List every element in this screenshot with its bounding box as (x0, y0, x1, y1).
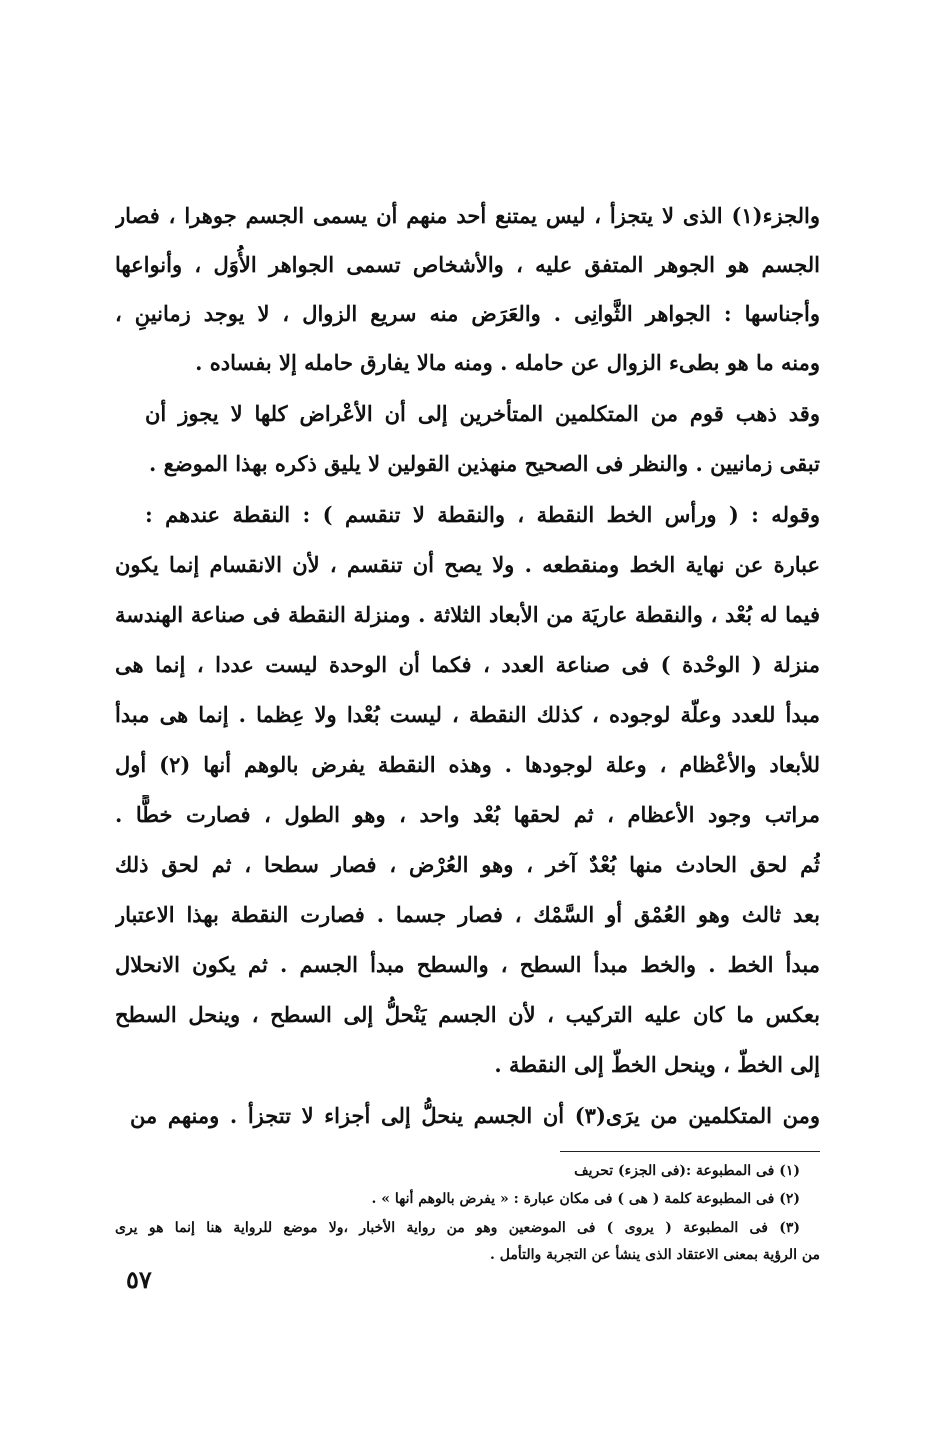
text-line: الجسم هو الجوهر المتفق عليه ، والأشخاص تسمى الجواهر الأُوَل ، وأنواعها (115, 252, 820, 277)
text-line: وقوله : ( ورأس الخط النقطة ، والنقطة لا تنقسم ) : النقطة عندهم : (145, 502, 820, 527)
text-line: وأجناسها : الجواهر الثَّوانِى . والعَرَض منه سريع الزوال ، لا يوجد زمانينِ ، (115, 301, 820, 326)
text-line: والجزء(١) الذى لا يتجزأ ، ليس يمتنع أحد منهم أن يسمى الجسم جوهرا ، فصار (115, 203, 820, 228)
footnote-2: (٢) فى المطبوعة كلمة ( هى ) فى مكان عبارة : « يفرض بالوهم أنها » . (371, 1191, 800, 1207)
text-line: إلى الخطّ ، وينحل الخطّ إلى النقطة . (494, 1052, 820, 1077)
text-line: ثُم لحق الحادث منها بُعْدٌ آخر ، وهو العُرْض ، فصار سطحا ، ثم لحق ذلك (115, 852, 820, 877)
text-line: منزلة ( الوحْدة ) فى صناعة العدد ، فكما أن الوحدة ليست عددا ، إنما هى (115, 652, 820, 677)
footnote-3: (٣) فى المطبوعة ( يروى ) فى الموضعين وهو من رواية الأخبار ،ولا موضع للرواية هنا إنما هو يرى (115, 1220, 800, 1236)
text-line: تبقى زمانيين . والنظر فى الصحيح منهذين القولين لا يليق ذكره بهذا الموضع . (149, 451, 820, 476)
text-line: بعد ثالث وهو العُمْق أو السَّمْك ، فصار جسما . فصارت النقطة بهذا الاعتبار (115, 902, 820, 927)
text-line: بعكس ما كان عليه التركيب ، لأن الجسم يَنْحلُّ إلى السطح ، وينحل السطح (115, 1002, 820, 1027)
page-number: ٥٧ (126, 1265, 152, 1294)
footnote-3-continuation: من الرؤية بمعنى الاعتقاد الذى ينشأ عن التجربة والتأمل . (489, 1247, 820, 1263)
footnote-divider (560, 1151, 820, 1152)
text-line: عبارة عن نهاية الخط ومنقطعه . ولا يصح أن تنقسم ، لأن الانقسام إنما يكون (115, 552, 820, 577)
footnote-1: (١) فى المطبوعة :(فى الجزء) تحريف (574, 1163, 800, 1179)
text-line: للأبعاد والأعْظام ، وعلة لوجودها . وهذه النقطة يفرض بالوهم أنها (٢) أول (115, 752, 820, 777)
text-line: مبدأ للعدد وعلّة لوجوده ، كذلك النقطة ، ليست بُعْدا ولا عِظما . إنما هى مبدأ (115, 702, 820, 727)
text-line: مبدأ الخط . والخط مبدأ السطح ، والسطح مبدأ الجسم . ثم يكون الانحلال (115, 952, 820, 977)
text-line: ومنه ما هو بطىء الزوال عن حامله . ومنه مالا يفارق حامله إلا بفساده . (195, 350, 820, 375)
text-line: فيما له بُعْد ، والنقطة عاريَة من الأبعاد الثلاثة . ومنزلة النقطة فى صناعة الهندسة (115, 602, 820, 627)
text-line: وقد ذهب قوم من المتكلمين المتأخرين إلى أن الأعْراض كلها لا يجوز أن (145, 401, 820, 426)
text-line: ومن المتكلمين من يرَى(٣) أن الجسم ينحلُّ إلى أجزاء لا تتجزأ . ومنهم من (130, 1103, 820, 1128)
text-line: مراتب وجود الأعظام ، ثم لحقها بُعْد واحد ، وهو الطول ، فصارت خطًّا . (115, 802, 820, 827)
